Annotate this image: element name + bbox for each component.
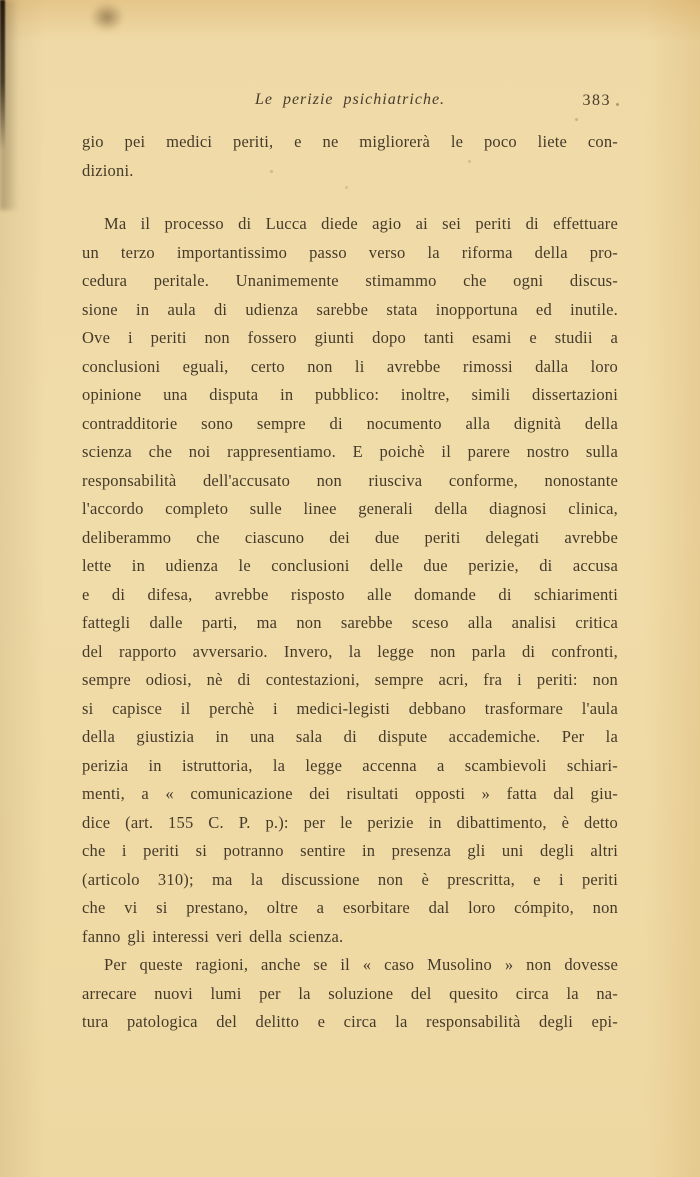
text-line: opinione una disputa in pubblico: inoltre, simili dissertazioni bbox=[82, 385, 618, 404]
text-line: cedura peritale. Unanimemente stimammo che ogni discus- bbox=[82, 271, 618, 290]
text-line: tura patologica del delitto e circa la responsabilità degli epi- bbox=[82, 1012, 618, 1031]
text-line: fanno gli interessi veri della scienza. bbox=[82, 926, 344, 946]
text-line: menti, a « comunicazione dei risultati opposti » fatta dal giu- bbox=[82, 784, 618, 803]
text-line: conclusioni eguali, certo non li avrebbe rimossi dalla loro bbox=[82, 356, 618, 376]
scan-speck bbox=[575, 118, 578, 121]
text-line: gio pei medici periti, e ne migliorerà le poco liete con- bbox=[82, 132, 618, 151]
text-line: un terzo importantissimo passo verso la riforma della pro- bbox=[82, 242, 618, 262]
text-line: e di difesa, avrebbe risposto alle domande di schiarimenti bbox=[82, 584, 618, 604]
paragraph bbox=[82, 951, 618, 1037]
text-line: sempre odiosi, nè di contestazioni, sempre acri, fra i periti: non bbox=[82, 670, 618, 689]
text-line: dice (art. 155 C. P. p.): per le perizie in dibattimento, è detto bbox=[82, 812, 618, 832]
text-line: Ove i periti non fossero giunti dopo tanti esami e studii a bbox=[82, 328, 618, 347]
text-line: del rapporto avversario. Invero, la legge non parla di confronti, bbox=[82, 641, 618, 661]
text-line: Ma il processo di Lucca diede agio ai sei periti di effettuare bbox=[104, 214, 618, 233]
text-line: Per queste ragioni, anche se il « caso Musolino » non dovesse bbox=[104, 955, 618, 974]
page-header bbox=[82, 91, 618, 113]
binding-shadow bbox=[0, 0, 5, 150]
text-line: l'accordo completo sulle linee generali della diagnosi clinica, bbox=[82, 499, 618, 518]
text-line: perizia in istruttoria, la legge accenna a scambievoli schiari- bbox=[82, 755, 618, 775]
text-line: (articolo 310); ma la discussione non è prescritta, e i periti bbox=[82, 869, 618, 889]
text-line: lette in udienza le conclusioni delle due perizie, di accusa bbox=[82, 556, 618, 575]
text-line: della giustizia in una sala di dispute accademiche. Per la bbox=[82, 727, 618, 746]
text-block bbox=[82, 128, 618, 1037]
paragraph bbox=[82, 128, 618, 185]
paragraph bbox=[82, 210, 618, 951]
text-line: sione in aula di udienza sarebbe stata inopportuna ed inutile. bbox=[82, 299, 618, 319]
text-line: si capisce il perchè i medici-legisti debbano trasformare l'aula bbox=[82, 698, 618, 718]
running-title: Le perizie psichiatriche. bbox=[254, 91, 446, 108]
page-number: 383 bbox=[582, 92, 611, 109]
ink-smudge bbox=[90, 2, 124, 32]
text-line: che vi si prestano, oltre a esorbitare dal loro cómpito, non bbox=[82, 898, 618, 917]
text-line: fattegli dalle parti, ma non sarebbe sceso alla analisi critica bbox=[82, 613, 618, 632]
text-line: che i periti si potranno sentire in presenza gli uni degli altri bbox=[82, 841, 618, 860]
text-line: arrecare nuovi lumi per la soluzione del quesito circa la na- bbox=[82, 983, 618, 1003]
text-line: deliberammo che ciascuno dei due periti delegati avrebbe bbox=[82, 527, 618, 547]
text-line: contradditorie sono sempre di nocumento alla dignità della bbox=[82, 413, 618, 433]
text-line: dizioni. bbox=[82, 160, 134, 180]
text-line: responsabilità dell'accusato non riusciva conforme, nonostante bbox=[82, 470, 618, 490]
text-line: scienza che noi rappresentiamo. E poichè il parere nostro sulla bbox=[82, 442, 618, 461]
